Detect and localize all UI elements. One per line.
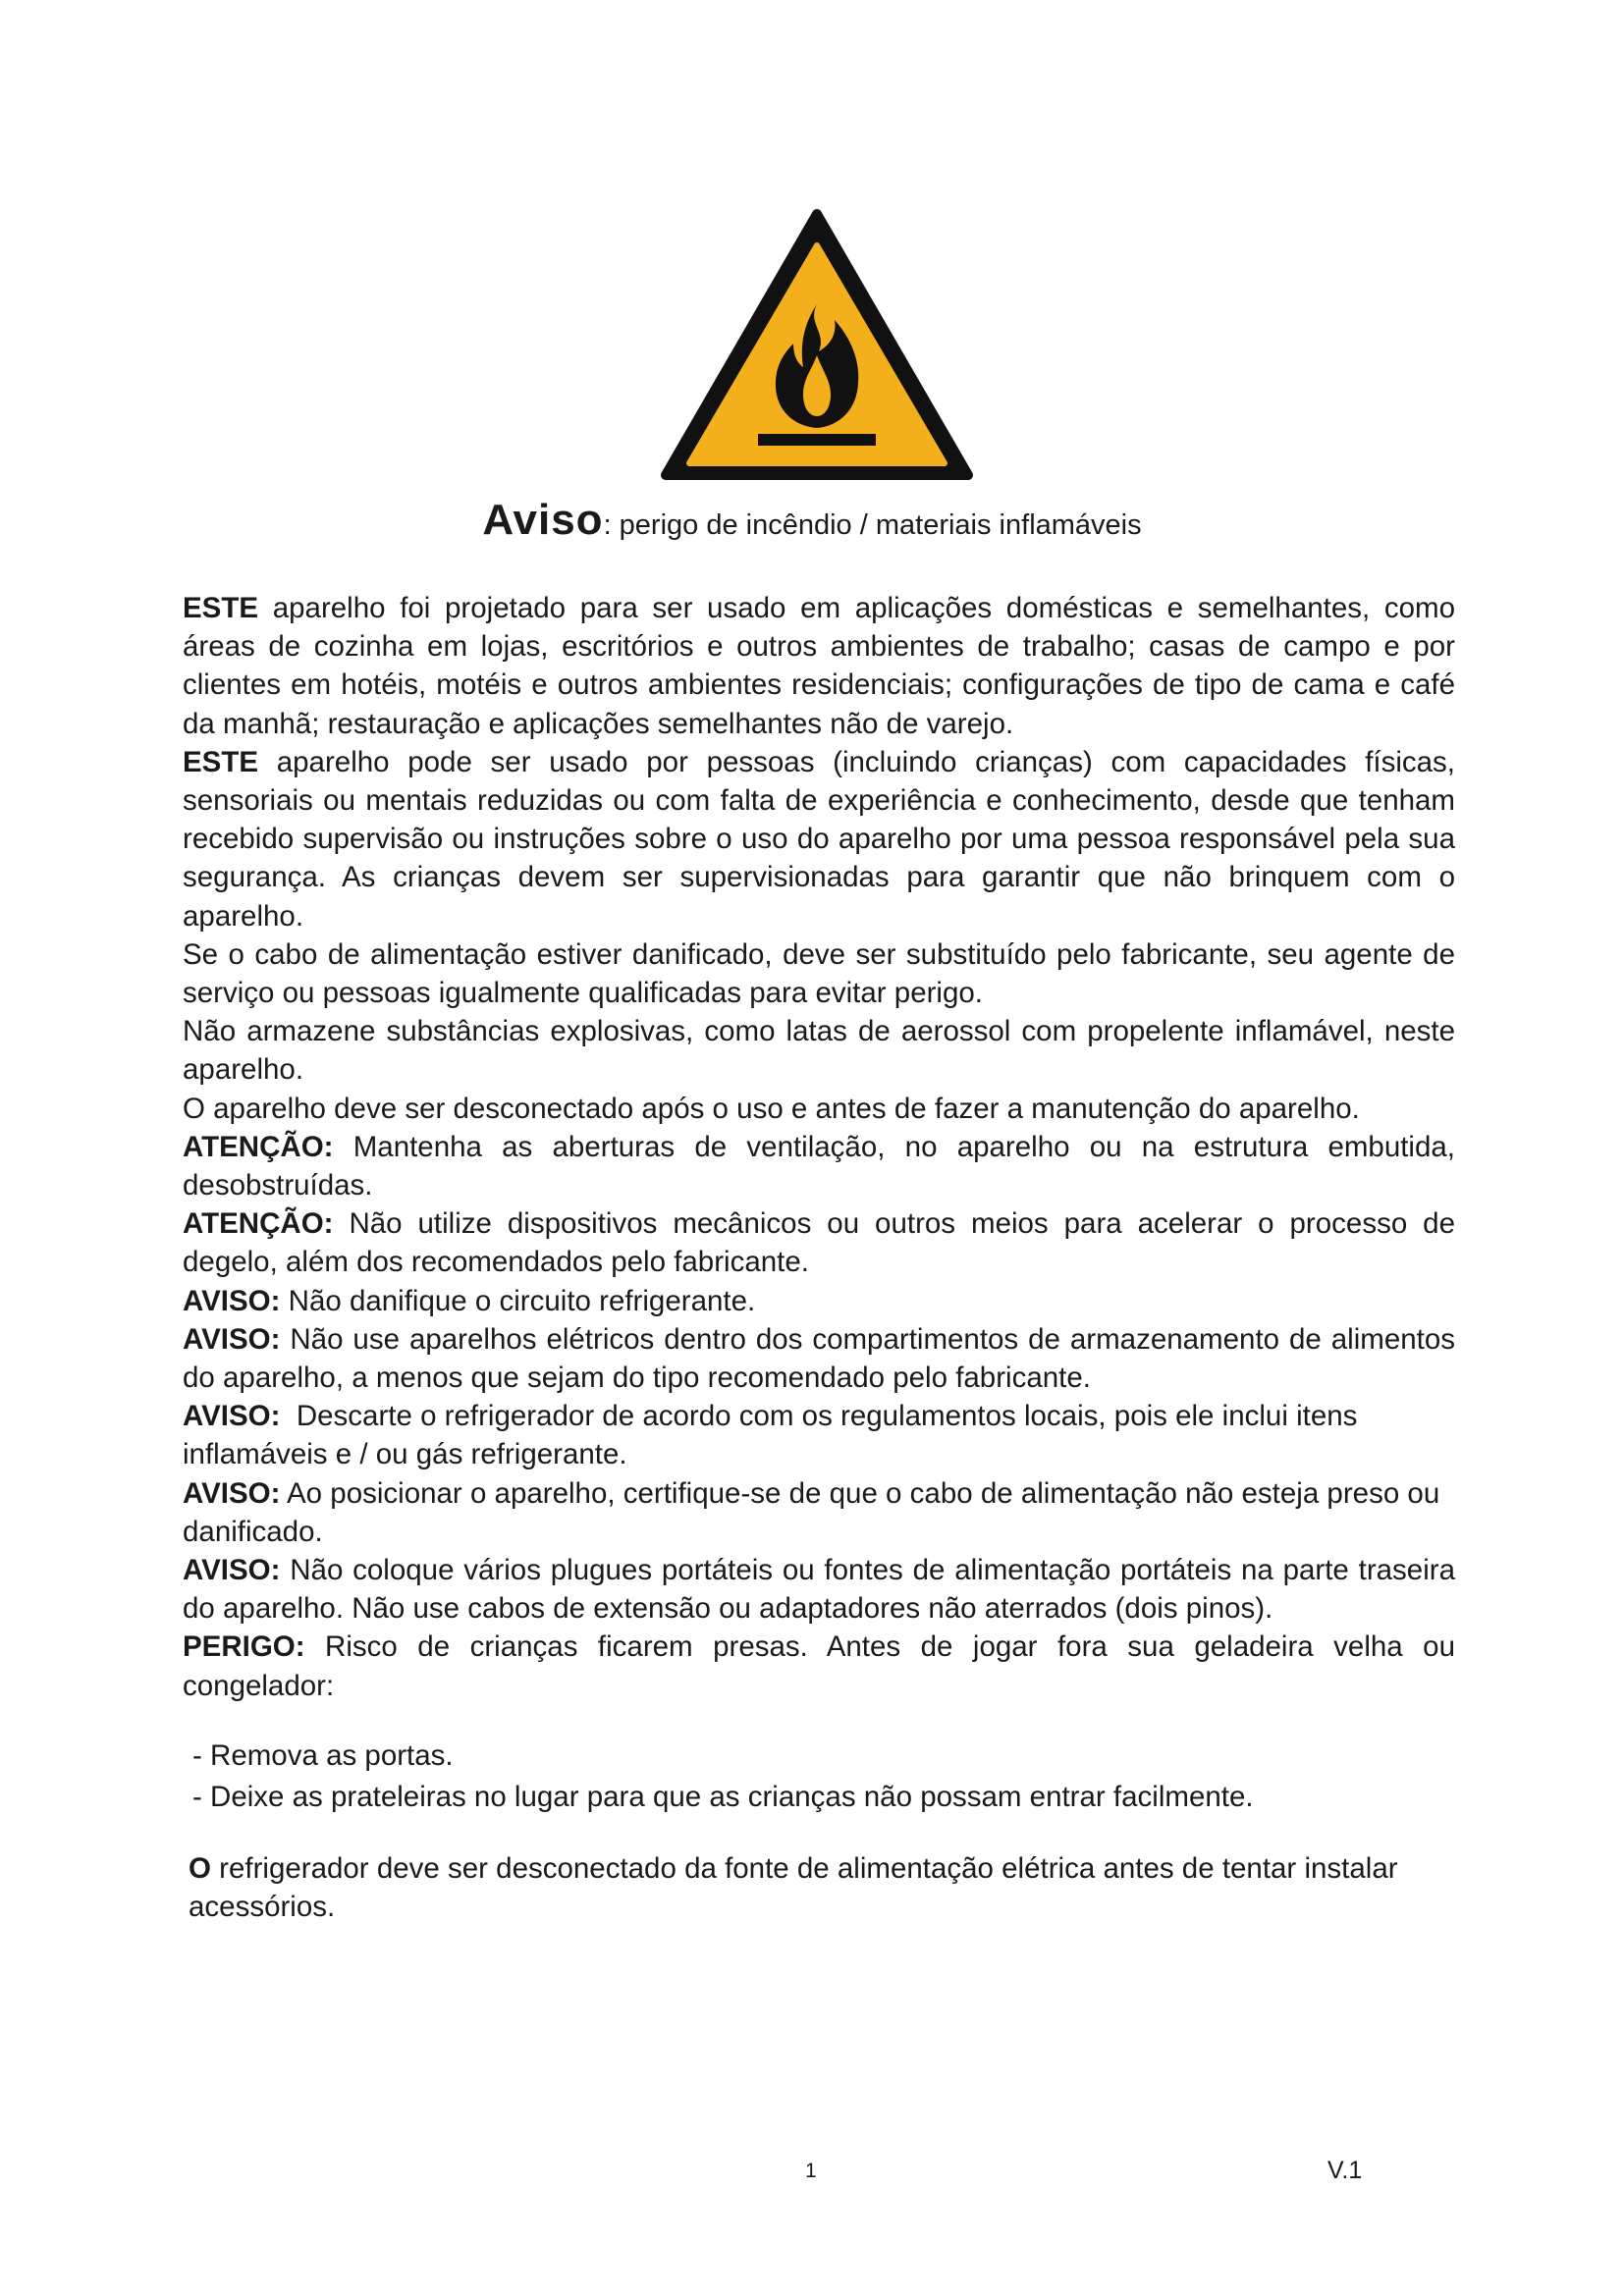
- paragraph-13: [183, 1628, 1455, 1704]
- paragraph-text: Se o cabo de alimentação estiver danificado, deve ser substituído pelo fabricante, seu agente de serviço ou pessoas igualmente qualificadas para evitar perigo.: [183, 937, 1455, 1010]
- paragraph-text: aparelho pode ser usado por pessoas (incluindo crianças) com capacidades físicas, sensoriais ou mentais reduzidas ou com falta de experiência e conhecimento, desde que tenham recebido supervisão ou instruções sobre o uso do aparelho por uma pessoa responsável pela sua segurança. As crianças devem ser supervisionadas para garantir que não brinquem com o aparelho.: [183, 745, 1455, 933]
- paragraph-lead: O: [189, 1851, 211, 1885]
- paragraph-text: Não danifique o circuito refrigerante.: [280, 1284, 756, 1317]
- title-rest: : perigo de incêndio / materiais inflamáveis: [603, 509, 1142, 541]
- final-paragraph: [183, 1849, 1455, 1926]
- paragraph-lead: ESTE: [183, 592, 259, 624]
- version-label: V.1: [1327, 2157, 1363, 2184]
- paragraph-11: [183, 1474, 1455, 1551]
- list-item: - Deixe as prateleiras no lugar para que as crianças não possam entrar facilmente.: [192, 1780, 1254, 1813]
- title-main: Aviso: [482, 496, 604, 544]
- paragraph-text: Mantenha as aberturas de ventilação, no aparelho ou na estrutura embutida, desobstruídas.: [183, 1130, 1455, 1202]
- paragraph-4: [183, 1012, 1455, 1089]
- paragraph-9: [183, 1320, 1455, 1397]
- paragraph-lead: ESTE: [183, 745, 259, 778]
- paragraph-1: [183, 589, 1455, 743]
- paragraph-text: Descarte o refrigerador de acordo com os regulamentos locais, pois ele inclui itens inflamáveis e / ou gás refrigerante.: [183, 1400, 1366, 1471]
- paragraph-lead: ATENÇÃO:: [183, 1130, 334, 1163]
- flammable-hazard-triangle-icon: [660, 208, 974, 481]
- flame-base-bar: [758, 434, 876, 446]
- paragraph-text: O aparelho deve ser desconectado após o uso e antes de fazer a manutenção do aparelho.: [183, 1092, 1360, 1125]
- paragraph-12: [183, 1551, 1455, 1628]
- paragraph-text: aparelho foi projetado para ser usado em aplicações domésticas e semelhantes, como áreas de cozinha em lojas, escritórios e outros ambientes de trabalho; casas de campo e por clientes em hotéis, motéis e outros ambientes residenciais; configurações de tipo de cama e café da manhã; restauração e aplicações semelhantes não de varejo.: [183, 592, 1455, 740]
- paragraph-text: Não armazene substâncias explosivas, como latas de aerossol com propelente inflamável, neste aparelho.: [183, 1015, 1455, 1087]
- paragraph-text: refrigerador deve ser desconectado da fonte de alimentação elétrica antes de tentar instalar acessórios.: [189, 1851, 1398, 1924]
- paragraph-text: Não coloque vários plugues portáteis ou fontes de alimentação portáteis na parte traseira do aparelho. Não use cabos de extensão ou adaptadores não aterrados (dois pinos).: [183, 1554, 1455, 1626]
- list-item: - Remova as portas.: [192, 1738, 454, 1772]
- paragraph-lead: ATENÇÃO:: [183, 1207, 334, 1241]
- paragraph-2: [183, 743, 1455, 935]
- paragraph-lead: AVISO:: [183, 1476, 281, 1510]
- paragraph-lead: AVISO:: [183, 1284, 281, 1317]
- paragraph-text: Ao posicionar o aparelho, certifique-se de que o cabo de alimentação não esteja preso ou danificado.: [183, 1476, 1440, 1548]
- paragraph-6: [183, 1128, 1455, 1204]
- paragraph-7: [183, 1204, 1455, 1281]
- paragraph-8: [183, 1282, 1455, 1320]
- document-body: [183, 589, 1455, 1926]
- paragraph-lead: AVISO:: [183, 1400, 281, 1433]
- paragraph-lead: AVISO:: [183, 1322, 281, 1356]
- page-number: 1: [805, 2160, 817, 2182]
- warning-title: [0, 496, 1624, 545]
- paragraph-lead: AVISO:: [183, 1554, 281, 1587]
- instruction-list: [192, 1735, 1455, 1818]
- paragraph-3: [183, 935, 1455, 1012]
- paragraph-text: Risco de crianças ficarem presas. Antes de jogar fora sua geladeira velha ou congelador:: [183, 1630, 1455, 1702]
- paragraph-5: [183, 1090, 1455, 1128]
- paragraph-text: Não utilize dispositivos mecânicos ou outros meios para acelerar o processo de degelo, além dos recomendados pelo fabricante.: [183, 1207, 1455, 1279]
- paragraph-10: [183, 1397, 1455, 1473]
- paragraph-text: Não use aparelhos elétricos dentro dos compartimentos de armazenamento de alimentos do aparelho, a menos que sejam do tipo recomendado pelo fabricante.: [183, 1322, 1455, 1395]
- paragraph-lead: PERIGO:: [183, 1630, 305, 1664]
